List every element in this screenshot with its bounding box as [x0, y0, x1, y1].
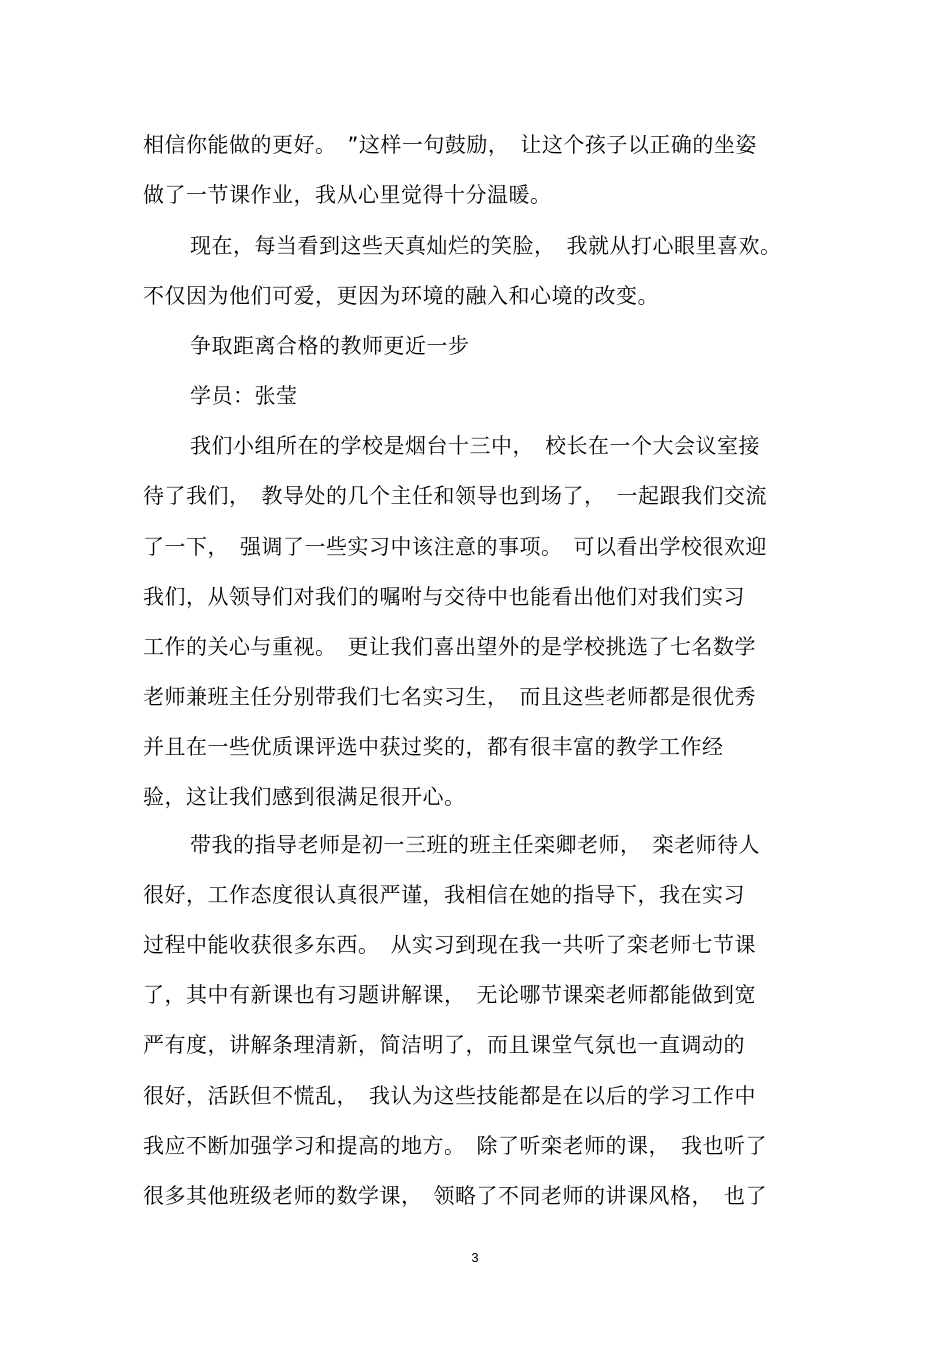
author-line: 学员：张莹 [190, 384, 298, 408]
text-line: 做了一节课作业，我从心里觉得十分温暖。 [143, 183, 552, 207]
text-line: 严有度，讲解条理清新，简洁明了，而且课堂气氛也一直调动的 [143, 1033, 745, 1057]
text-line: 不仅因为他们可爱，更因为环境的融入和心境的改变。 [143, 284, 659, 308]
text-line: 老师兼班主任分别带我们七名实习生， 而且这些老师都是很优秀 [143, 685, 756, 709]
text-line: 我们小组所在的学校是烟台十三中， 校长在一个大会议室接 [190, 434, 760, 458]
text-line: 很多其他班级老师的数学课， 领略了不同老师的讲课风格， 也了 [143, 1184, 767, 1208]
text-line: 过程中能收获很多东西。 从实习到现在我一共听了栾老师七节课 [143, 933, 756, 957]
text-line: 很好，活跃但不慌乱， 我认为这些技能都是在以后的学习工作中 [143, 1084, 756, 1108]
text-line: 了一下， 强调了一些实习中该注意的事项。 可以看出学校很欢迎 [143, 535, 767, 559]
section-title: 争取距离合格的教师更近一步 [190, 334, 470, 358]
text-line: 现在，每当看到这些天真灿烂的笑脸， 我就从打心眼里喜欢。 [190, 234, 782, 258]
text-line: 工作的关心与重视。 更让我们喜出望外的是学校挑选了七名数学 [143, 635, 756, 659]
text-line: 带我的指导老师是初一三班的班主任栾卿老师， 栾老师待人 [190, 833, 760, 857]
text-line: 很好，工作态度很认真很严谨，我相信在她的指导下，我在实习 [143, 883, 745, 907]
text-line: 相信你能做的更好。 ”这样一句鼓励， 让这个孩子以正确的坐姿 [143, 133, 757, 157]
page-number: 3 [471, 1250, 479, 1265]
text-line: 验，这让我们感到很满足很开心。 [143, 785, 466, 809]
text-line: 我应不断加强学习和提高的地方。 除了听栾老师的课， 我也听了 [143, 1134, 767, 1158]
text-line: 我们，从领导们对我们的嘱咐与交待中也能看出他们对我们实习 [143, 585, 745, 609]
text-line: 了，其中有新课也有习题讲解课， 无论哪节课栾老师都能做到宽 [143, 983, 756, 1007]
text-line: 待了我们， 教导处的几个主任和领导也到场了， 一起跟我们交流 [143, 484, 767, 508]
text-line: 并且在一些优质课评选中获过奖的，都有很丰富的教学工作经 [143, 735, 724, 759]
